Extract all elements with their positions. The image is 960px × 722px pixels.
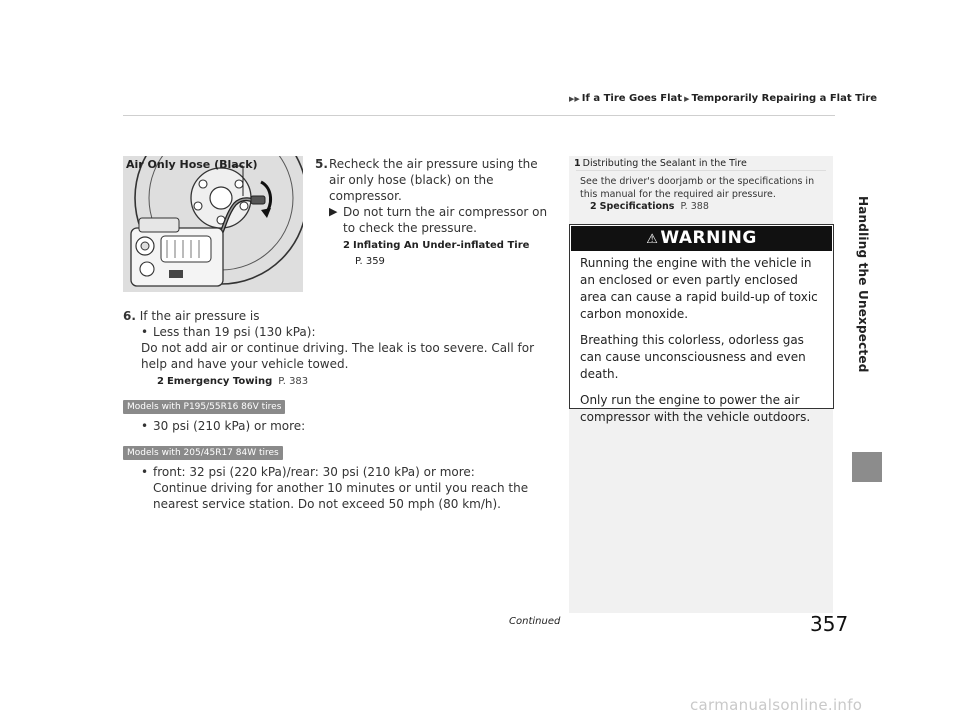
bullet-text: Continue driving for another 10 minutes or until you reach the nearest service station. Do not exceed 50 mph (80 km/h). (153, 481, 529, 511)
cross-reference[interactable] (590, 201, 709, 212)
warning-heading: WARNING (660, 228, 757, 248)
reference-title[interactable]: Emergency Towing (166, 376, 273, 387)
warning-paragraph: Running the engine with the vehicle in an enclosed or even partly enclosed area can cause a rapid build-up of toxic carbon monoxide. (580, 256, 818, 321)
side-tab-marker (852, 452, 882, 482)
list-item (141, 324, 563, 340)
reference-icon: 2 (343, 240, 350, 251)
reference-page: P. 388 (680, 201, 709, 212)
figure-label: Air Only Hose (Black) (126, 158, 258, 171)
warning-header (571, 226, 832, 251)
step-text: If the air pressure is (139, 309, 260, 323)
bullet-icon: • (141, 465, 149, 479)
step-5 (315, 156, 555, 270)
bullet-title: Less than 19 psi (130 kPa): (153, 325, 316, 339)
triangle-right-icon: ▶ (684, 95, 690, 103)
bullet-text: Do not add air or continue driving. The leak is too severe. Call for help and have your vehicle towed. (141, 341, 535, 371)
note-text: Do not turn the air compressor on to check the pressure. (343, 205, 548, 235)
reference-page: P. 383 (278, 376, 309, 387)
warning-paragraph: Only run the engine to power the air compressor with the vehicle outdoors. (580, 393, 811, 424)
breadcrumb-item[interactable]: If a Tire Goes Flat (581, 93, 683, 104)
watermark: carmanualsonline.info (690, 696, 863, 714)
notes-title (574, 158, 747, 169)
arrow-right-icon: ▶ (329, 205, 338, 218)
warning-paragraph: Breathing this colorless, odorless gas can cause unconsciousness and even death. (580, 333, 806, 381)
step-number: 5. (315, 157, 328, 171)
reference-icon: 2 (157, 376, 164, 387)
step-text: Recheck the air pressure using the air only hose (black) on the compressor. (329, 157, 538, 203)
note-marker-icon: 1 (574, 158, 581, 169)
cross-reference[interactable] (343, 238, 555, 254)
continued-label: Continued (509, 616, 561, 627)
triangle-right-icon: ▶▶ (569, 95, 580, 103)
reference-page (355, 254, 555, 270)
step-note (329, 204, 555, 236)
notes-text: See the driver's doorjamb or the specifications in this manual for the required air pressure. (580, 176, 815, 200)
model-badge: Models with 205/45R17 84W tires (123, 446, 283, 460)
model-badge-wrap (123, 443, 563, 460)
reference-page-text: P. 359 (355, 256, 385, 267)
list-item (141, 418, 563, 434)
side-tab-label: Handling the Unexpected (856, 196, 870, 373)
model-badge: Models with P195/55R16 86V tires (123, 400, 285, 414)
step-6 (123, 308, 563, 512)
model-badge-wrap (123, 397, 563, 414)
reference-title[interactable]: Specifications (599, 201, 675, 212)
list-item (141, 464, 563, 480)
header-divider (123, 115, 835, 116)
reference-title[interactable]: Inflating An Under-inflated Tire (352, 240, 530, 251)
cross-reference[interactable] (157, 374, 563, 390)
breadcrumb (567, 93, 877, 104)
bullet-icon: • (141, 419, 149, 433)
warning-box (569, 224, 834, 424)
step-intro (123, 308, 563, 324)
warning-icon: ⚠ (646, 232, 659, 247)
compressor-drawing (123, 156, 303, 292)
reference-icon: 2 (590, 201, 597, 212)
compressor-illustration (123, 156, 303, 292)
step-number: 6. (123, 309, 136, 323)
page-number: 357 (810, 612, 849, 636)
breadcrumb-item[interactable]: Temporarily Repairing a Flat Tire (691, 93, 878, 104)
notes-title-text: Distributing the Sealant in the Tire (582, 158, 747, 169)
bullet-title: 30 psi (210 kPa) or more: (153, 419, 306, 433)
bullet-icon: • (141, 325, 149, 339)
notes-divider (576, 170, 826, 171)
warning-body (580, 255, 825, 435)
bullet-title: front: 32 psi (220 kPa)/rear: 30 psi (210 kPa) or more: (153, 465, 475, 479)
